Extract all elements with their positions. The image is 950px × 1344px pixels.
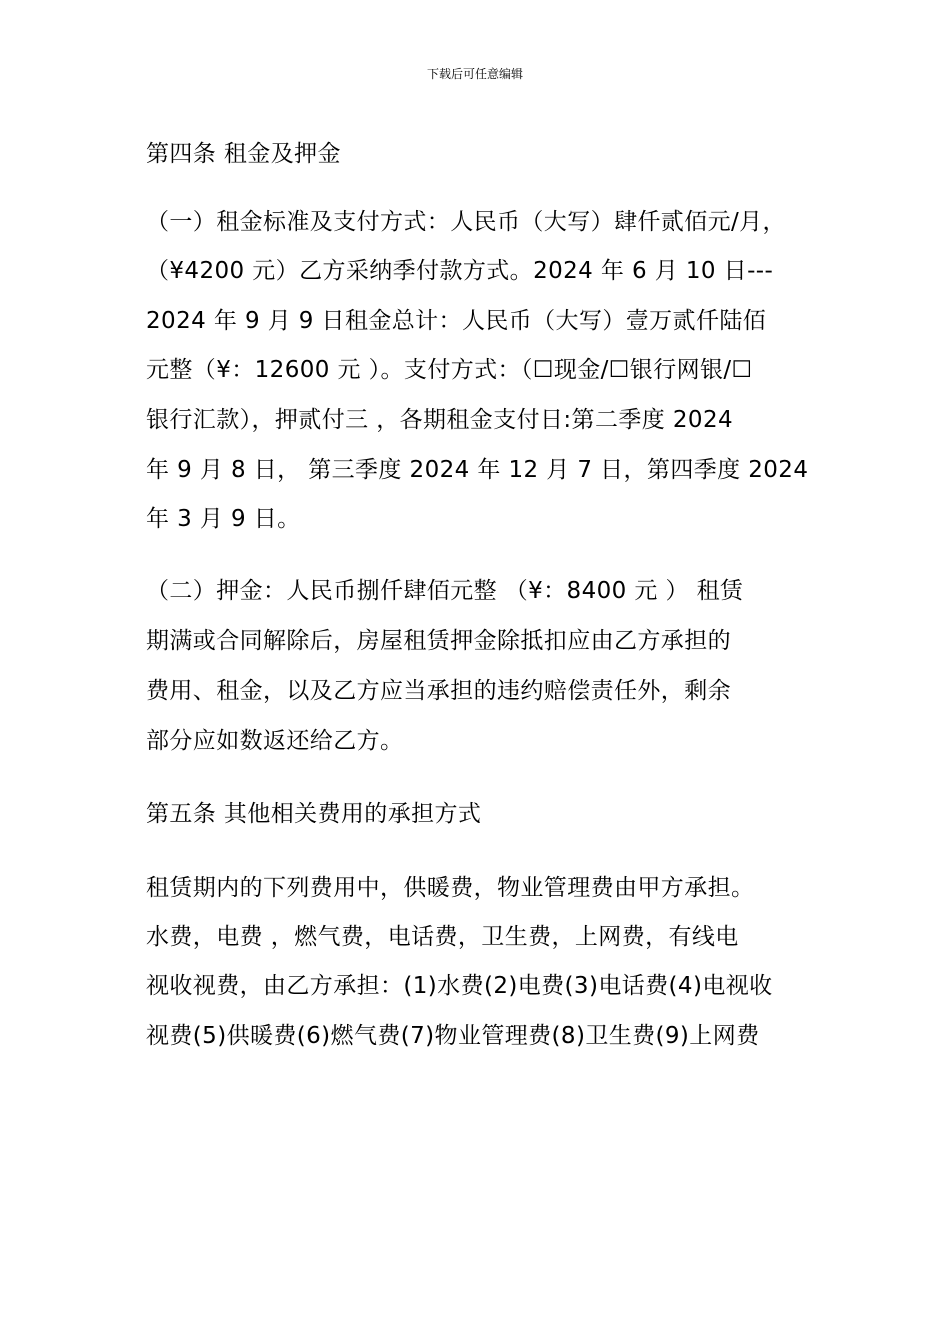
article-4-para-1-line-4: 元整（¥：12600 元 ）。支付方式：（☐现金/☐银行网银/☐ — [146, 357, 753, 383]
article-4-para-2-line-4: 部分应如数返还给乙方。 — [146, 728, 404, 754]
article-5-para-1-line-1: 租赁期内的下列费用中，供暖费，物业管理费由甲方承担。 — [146, 875, 755, 901]
article-5-para-1-line-3: 视收视费，由乙方承担：(1)水费(2)电费(3)电话费(4)电视收 — [146, 973, 773, 999]
article-5-title: 第五条 其他相关费用的承担方式 — [146, 801, 482, 827]
article-4-title: 第四条 租金及押金 — [146, 141, 341, 167]
article-4-para-2-line-2: 期满或合同解除后，房屋租赁押金除抵扣应由乙方承担的 — [146, 628, 731, 654]
article-4-para-2-line-1: （二）押金：人民币捌仟肆佰元整 （¥：8400 元 ） 租赁 — [146, 578, 744, 604]
article-4-para-1-line-3: 2024 年 9 月 9 日租金总计：人民币（大写）壹万贰仟陆佰 — [146, 308, 767, 334]
article-4-para-1-line-1: （一）租金标准及支付方式：人民币（大写）肆仟贰佰元/月， — [146, 209, 786, 235]
article-4-para-2-line-3: 费用、租金，以及乙方应当承担的违约赔偿责任外，剩余 — [146, 678, 731, 704]
article-5-para-1-line-2: 水费，电费 ，燃气费，电话费，卫生费，上网费，有线电 — [146, 924, 739, 950]
page-header: 下载后可任意编辑 — [426, 67, 523, 81]
article-4-para-1-line-7: 年 3 月 9 日。 — [146, 506, 301, 532]
article-4-para-1-line-6: 年 9 月 8 日， 第三季度 2024 年 12 月 7 日，第四季度 2024 — [146, 457, 809, 483]
article-4-para-1-line-5: 银行汇款），押贰付三 ，各期租金支付日:第二季度 2024 — [146, 407, 734, 433]
article-4-para-1-line-2: （¥4200 元）乙方采纳季付款方式。2024 年 6 月 10 日--- — [146, 258, 774, 284]
article-5-para-1-line-4: 视费(5)供暖费(6)燃气费(7)物业管理费(8)卫生费(9)上网费 — [146, 1023, 760, 1049]
